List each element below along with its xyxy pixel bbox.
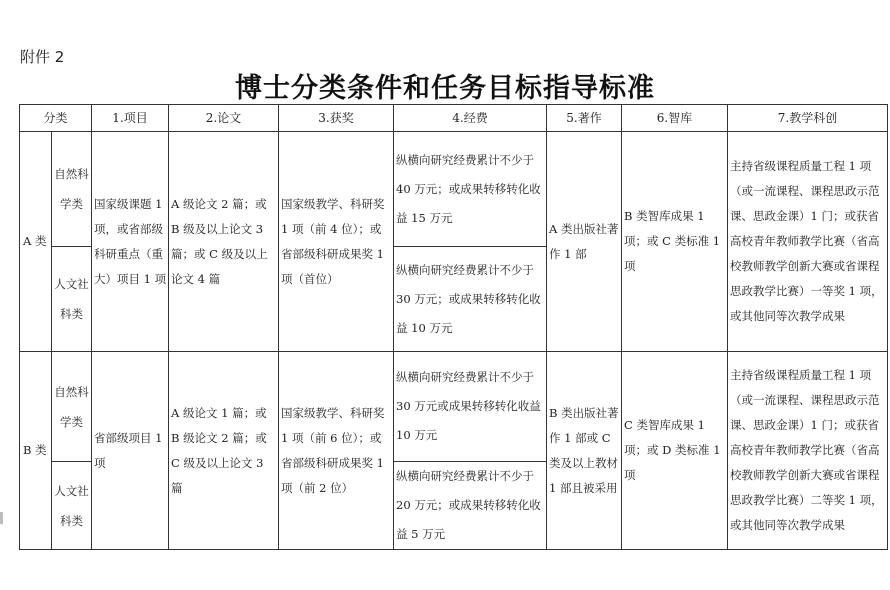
a-funding-humanities: 纵横向研究经费累计不少于 30 万元；或成果转移转化收益 10 万元 — [394, 247, 547, 352]
a-book: A 类出版社著作 1 部 — [547, 132, 622, 352]
row-b-science — [20, 352, 888, 462]
page-edge-mark — [0, 512, 3, 524]
b-sub-humanities: 人文社科类 — [52, 462, 92, 550]
b-award: 国家级教学、科研奖 1 项（前 6 位）；或省部级科研成果奖 1 项（前 2 位） — [279, 352, 394, 550]
b-funding-humanities: 纵横向研究经费累计不少于 20 万元；或成果转移转化收益 5 万元 — [394, 462, 547, 550]
b-sub-science: 自然科学类 — [52, 352, 92, 462]
header-book: 5.著作 — [547, 105, 622, 132]
a-paper: A 级论文 2 篇；或 B 级及以上论文 3 篇；或 C 级及以上论文 4 篇 — [169, 132, 279, 352]
b-teaching: 主持省级课程质量工程 1 项（或一流课程、课程思政示范课、思政金课）1 门；或获省高校青年教师教学比赛（省高校教师教学创新大赛或省课程思政教学比赛）二等奖 1 项，或其他同等次教学成果 — [728, 352, 888, 550]
header-category: 分类 — [20, 105, 92, 132]
attachment-label: 附件 2 — [20, 48, 65, 66]
category-a: A 类 — [20, 132, 52, 352]
b-funding-science: 纵横向研究经费累计不少于 30 万元或成果转移转化收益 10 万元 — [394, 352, 547, 462]
b-book: B 类出版社著作 1 部或 C 类及以上教材 1 部且被采用 — [547, 352, 622, 550]
header-funding: 4.经费 — [394, 105, 547, 132]
header-row — [20, 105, 888, 132]
header-thinktank: 6.智库 — [622, 105, 728, 132]
a-award: 国家级教学、科研奖 1 项（前 4 位）；或省部级科研成果奖 1 项（首位） — [279, 132, 394, 352]
header-teaching: 7.教学科创 — [728, 105, 888, 132]
b-thinktank: C 类智库成果 1 项；或 D 类标准 1 项 — [622, 352, 728, 550]
a-project: 国家级课题 1 项，或省部级科研重点（重大）项目 1 项 — [92, 132, 169, 352]
document-title: 博士分类条件和任务目标指导标准 — [235, 73, 655, 104]
a-teaching: 主持省级课程质量工程 1 项（或一流课程、课程思政示范课、思政金课）1 门；或获省高校青年教师教学比赛（省高校教师教学创新大赛或省课程思政教学比赛）一等奖 1 项，或其他同等次教学成果 — [728, 132, 888, 352]
category-b: B 类 — [20, 352, 52, 550]
b-paper: A 级论文 1 篇；或 B 级论文 2 篇；或 C 级及以上论文 3 篇 — [169, 352, 279, 550]
header-paper: 2.论文 — [169, 105, 279, 132]
standards-table — [19, 104, 888, 550]
header-award: 3.获奖 — [279, 105, 394, 132]
header-project: 1.项目 — [92, 105, 169, 132]
a-thinktank: B 类智库成果 1 项；或 C 类标准 1 项 — [622, 132, 728, 352]
a-sub-science: 自然科学类 — [52, 132, 92, 247]
row-a-science — [20, 132, 888, 247]
b-project: 省部级项目 1 项 — [92, 352, 169, 550]
a-sub-humanities: 人文社科类 — [52, 247, 92, 352]
a-funding-science: 纵横向研究经费累计不少于 40 万元；或成果转移转化收益 15 万元 — [394, 132, 547, 247]
